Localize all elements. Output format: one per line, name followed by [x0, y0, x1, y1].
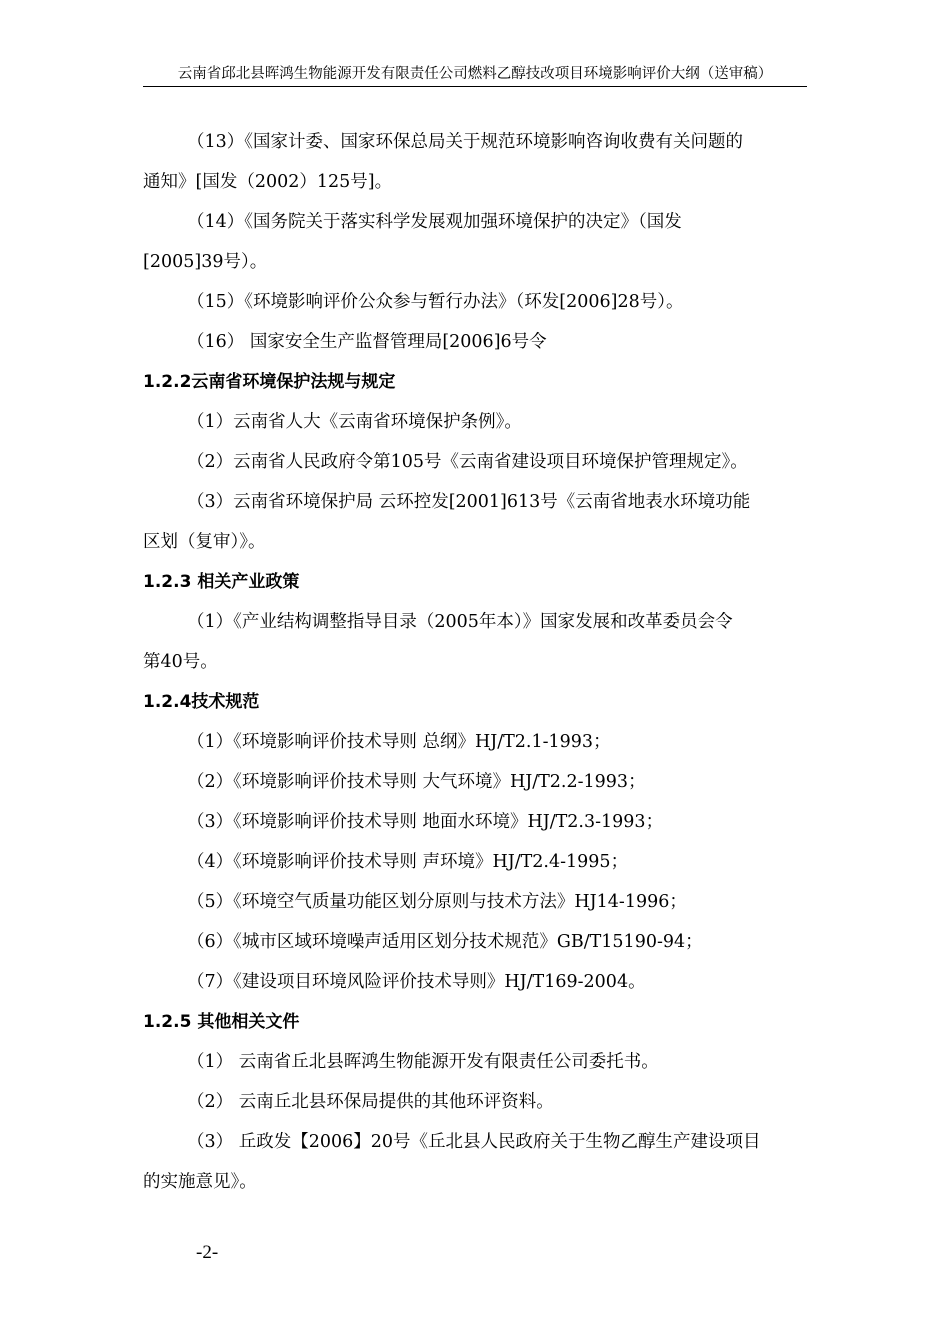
page-header	[143, 64, 807, 87]
paragraph-line: （2）云南省人民政府令第105号《云南省建设项目环境保护管理规定》。	[187, 452, 748, 472]
paragraph-line: （4）《环境影响评价技术导则 声环境》HJ/T2.4-1995；	[187, 852, 629, 872]
paragraph-line: 区划（复审）》。	[143, 532, 266, 552]
paragraph-line: （3） 丘政发【2006】20号《丘北县人民政府关于生物乙醇生产建设项目	[187, 1132, 761, 1152]
paragraph-line: （15）《环境影响评价公众参与暂行办法》（环发[2006]28号）。	[187, 292, 684, 312]
paragraph-line: （5）《环境空气质量功能区划分原则与技术方法》HJ14-1996；	[187, 892, 687, 912]
section-heading: 1.2.5 其他相关文件	[143, 1012, 300, 1032]
paragraph-line: 的实施意见》。	[143, 1172, 257, 1192]
paragraph-line: （7）《建设项目环境风险评价技术导则》HJ/T169-2004。	[187, 972, 646, 992]
paragraph-line: （3）《环境影响评价技术导则 地面水环境》HJ/T2.3-1993；	[187, 812, 664, 832]
paragraph-line: （14）《国务院关于落实科学发展观加强环境保护的决定》（国发	[187, 212, 682, 232]
paragraph-line: （6）《城市区域环境噪声适用区划分技术规范》GB/T15190-94；	[187, 932, 703, 952]
paragraph-line: 第40号。	[143, 652, 218, 672]
paragraph-line: （1） 云南省丘北县晖鸿生物能源开发有限责任公司委托书。	[187, 1052, 659, 1072]
section-heading: 1.2.4技术规范	[143, 692, 260, 712]
section-heading: 1.2.3 相关产业政策	[143, 572, 300, 592]
paragraph-line: （1）云南省人大《云南省环境保护条例》。	[187, 412, 522, 432]
document-body	[143, 122, 807, 1202]
paragraph-line: （1）《产业结构调整指导目录（2005年本）》国家发展和改革委员会令	[187, 612, 733, 632]
page-number: -2-	[196, 1242, 219, 1263]
paragraph-line: 通知》[国发（2002）125号]。	[143, 172, 393, 192]
section-heading: 1.2.2云南省环境保护法规与规定	[143, 372, 396, 392]
paragraph-line: （16） 国家安全生产监督管理局[2006]6号令	[187, 332, 547, 352]
header-title: 云南省邱北县晖鸿生物能源开发有限责任公司燃料乙醇技改项目环境影响评价大纲（送审稿）	[177, 66, 773, 82]
paragraph-line: （3）云南省环境保护局 云环控发[2001]613号《云南省地表水环境功能	[187, 492, 751, 512]
paragraph-line: （1）《环境影响评价技术导则 总纲》HJ/T2.1-1993；	[187, 732, 611, 752]
paragraph-line: （13）《国家计委、国家环保总局关于规范环境影响咨询收费有关问题的	[187, 132, 744, 152]
paragraph-line: （2）《环境影响评价技术导则 大气环境》HJ/T2.2-1993；	[187, 772, 646, 792]
paragraph-line: [2005]39号）。	[143, 252, 268, 272]
paragraph-line: （2） 云南丘北县环保局提供的其他环评资料。	[187, 1092, 554, 1112]
